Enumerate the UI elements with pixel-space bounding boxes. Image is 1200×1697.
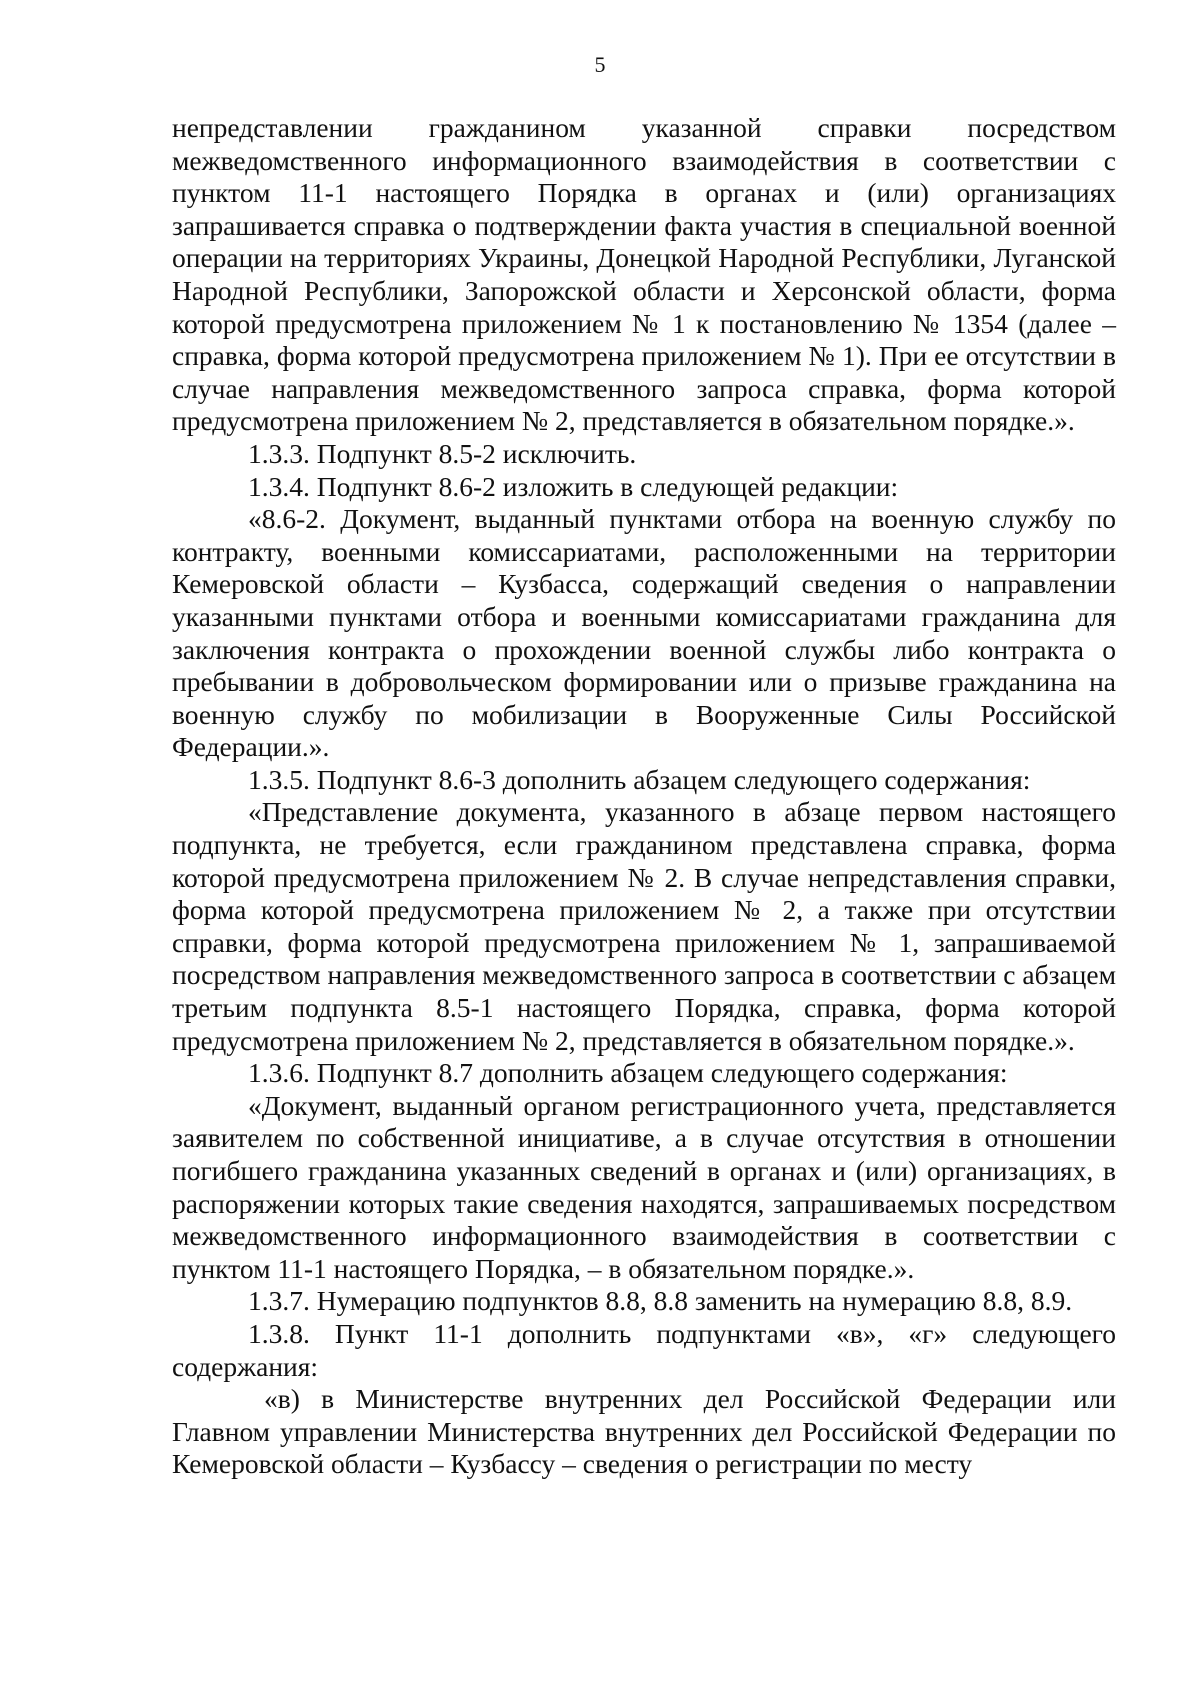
paragraph-continuation: непредставлении гражданином указанной справки посредством межведомственного информационного взаимодействия в соответствии с пунктом 11-1 настоящего Порядка в органах и (или) организациях запрашивается справка о подтверждении факта участия в специальной военной операции на территориях Украины, Донецкой Народной Республики, Луганской Народной Республики, Запорожской области и Херсонской области, форма которой предусмотрена приложением № 1 к постановлению № 1354 (далее – справка, форма которой предусмотрена приложением № 1). При ее отсутствии в случае направления межведомственного запроса справка, форма которой предусмотрена приложением № 2, представляется в обязательном порядке.». xyxy=(172,112,1116,437)
paragraph-1-3-7: 1.3.7. Нумерацию подпунктов 8.8, 8.8 заменить на нумерацию 8.8, 8.9. xyxy=(248,1285,1073,1317)
quoted-paragraph-8-6-2: «8.6-2. Документ, выданный пунктами отбора на военную службу по контракту, военными комиссариатами, расположенными на территории Кемеровской области – Кузбасса, содержащий сведения о направлении указанными пунктами отбора и военными комиссариатами гражданина для заключения контракта о прохождении военной службы либо контракта о пребывании в добровольческом формировании или о призыве гражданина на военную службу по мобилизации в Вооруженные Силы Российской Федерации.». xyxy=(172,503,1116,763)
quoted-paragraph-8-6-3-addition: «Представление документа, указанного в абзаце первом настоящего подпункта, не требуется, если гражданином представлена справка, форма которой предусмотрена приложением № 2. В случае непредставления справки, форма которой предусмотрена приложением № 2, а также при отсутствии справки, форма которой предусмотрена приложением № 1, запрашиваемой посредством направления межведомственного запроса в соответствии с абзацем третьим подпункта 8.5-1 настоящего Порядка, справка, форма которой предусмотрена приложением № 2, представляется в обязательном порядке.». xyxy=(172,796,1116,1056)
quoted-paragraph-8-7-addition: «Документ, выданный органом регистрационного учета, представляется заявителем по собственной инициативе, а в случае отсутствия в отношении погибшего гражданина указанных сведений в органах и (или) организациях, в распоряжении которых такие сведения находятся, запрашиваемых посредством межведомственного информационного взаимодействия в соответствии с пунктом 11-1 настоящего Порядка, – в обязательном порядке.». xyxy=(172,1089,1116,1284)
paragraph-1-3-4: 1.3.4. Подпункт 8.6-2 изложить в следующей редакции: xyxy=(248,470,899,502)
paragraph-1-3-6: 1.3.6. Подпункт 8.7 дополнить абзацем следующего содержания: xyxy=(248,1057,1008,1089)
quoted-subparagraph-v: «в) в Министерстве внутренних дел Российской Федерации или Главном управлении Министерства внутренних дел Российской Федерации по Кемеровской области – Кузбассу – сведения о регистрации по месту xyxy=(172,1383,1116,1480)
document-body xyxy=(172,112,1116,1481)
paragraph-1-3-5: 1.3.5. Подпункт 8.6-3 дополнить абзацем следующего содержания: xyxy=(248,763,1031,795)
paragraph-1-3-8: 1.3.8. Пункт 11-1 дополнить подпунктами «в», «г» следующего содержания: xyxy=(172,1317,1116,1382)
page-number: 5 xyxy=(594,52,606,77)
paragraph-1-3-3: 1.3.3. Подпункт 8.5-2 исключить. xyxy=(248,437,637,469)
